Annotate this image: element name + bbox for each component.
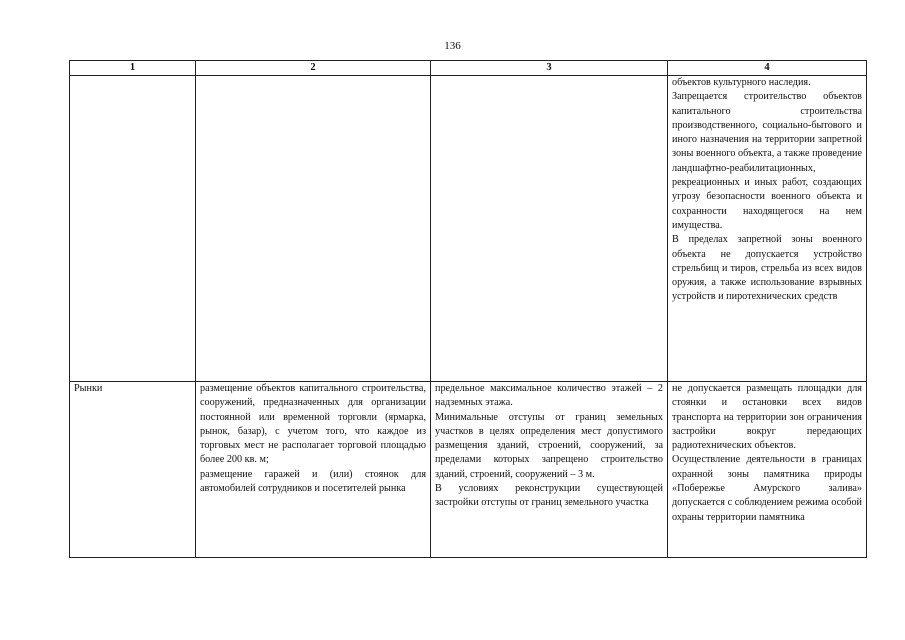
row2-col3	[431, 382, 668, 558]
row1-col4-para-1: объектов культурного наследия.	[672, 77, 811, 88]
row2-col3-para-2: Минимальные отступы от границ земельных участков в целях определения мест допустимого размещения зданий, строений, сооружений, за пределами которых запрещено строительство зданий, строений, сооружений – 3 м.	[435, 411, 663, 480]
header-col-3: 3	[431, 61, 668, 76]
header-col-1: 1	[70, 61, 196, 76]
table-row	[70, 382, 867, 558]
row1-col4	[668, 76, 867, 382]
row2-col3-para-1: предельное максимальное количество этажей – 2 надземных этажа.	[435, 383, 663, 409]
page-number: 136	[444, 40, 461, 52]
row1-col1	[70, 76, 196, 382]
row2-col4-para-1: не допускается размещать площадки для стоянки и остановки всех видов транспорта на территории зон ограничения застройки вокруг передающих радиотехнических объектов.	[672, 383, 862, 452]
row2-col4-para-2: Осуществление деятельности в границах охранной зоны памятника природы «Побережье Амурского залива» допускается с соблюдением режима особой охраны территории памятника	[672, 454, 862, 523]
header-row	[70, 61, 867, 76]
table-row	[70, 76, 867, 382]
row2-col4	[668, 382, 867, 558]
row1-col4-para-3: В пределах запретной зоны военного объекта не допускается устройство стрельбищ и тиров, стрельба из всех видов оружия, а также использование взрывных устройств и пиротехнических средств	[672, 234, 862, 303]
row2-col2	[196, 382, 431, 558]
row2-col2-para-1: размещение объектов капитального строительства, сооружений, предназначенных для организации постоянной или временной торговли (ярмарка, рынок, базар), с учетом того, что каждое из торговых мест не располагает торговой площадью более 200 кв. м;	[200, 383, 426, 466]
regulations-table	[69, 60, 867, 558]
header-col-2: 2	[196, 61, 431, 76]
header-col-4: 4	[668, 61, 867, 76]
row1-col4-para-2: Запрещается строительство объектов капитального строительства производственного, социально-бытового и иного назначения на территории запретной зоны военного объекта, а также проведение ландшафтно-реабилитационных, рекреационных и иных работ, создающих угрозу безопасности военного объекта и сохранности находящегося на нем имущества.	[672, 91, 862, 231]
row1-col2	[196, 76, 431, 382]
row1-col3	[431, 76, 668, 382]
row2-col2-para-2: размещение гаражей и (или) стоянок для автомобилей сотрудников и посетителей рынка	[200, 468, 426, 495]
row2-col3-para-3: В условиях реконструкции существующей застройки отступы от границ земельного участка	[435, 483, 663, 509]
row2-col1: Рынки	[70, 382, 196, 558]
